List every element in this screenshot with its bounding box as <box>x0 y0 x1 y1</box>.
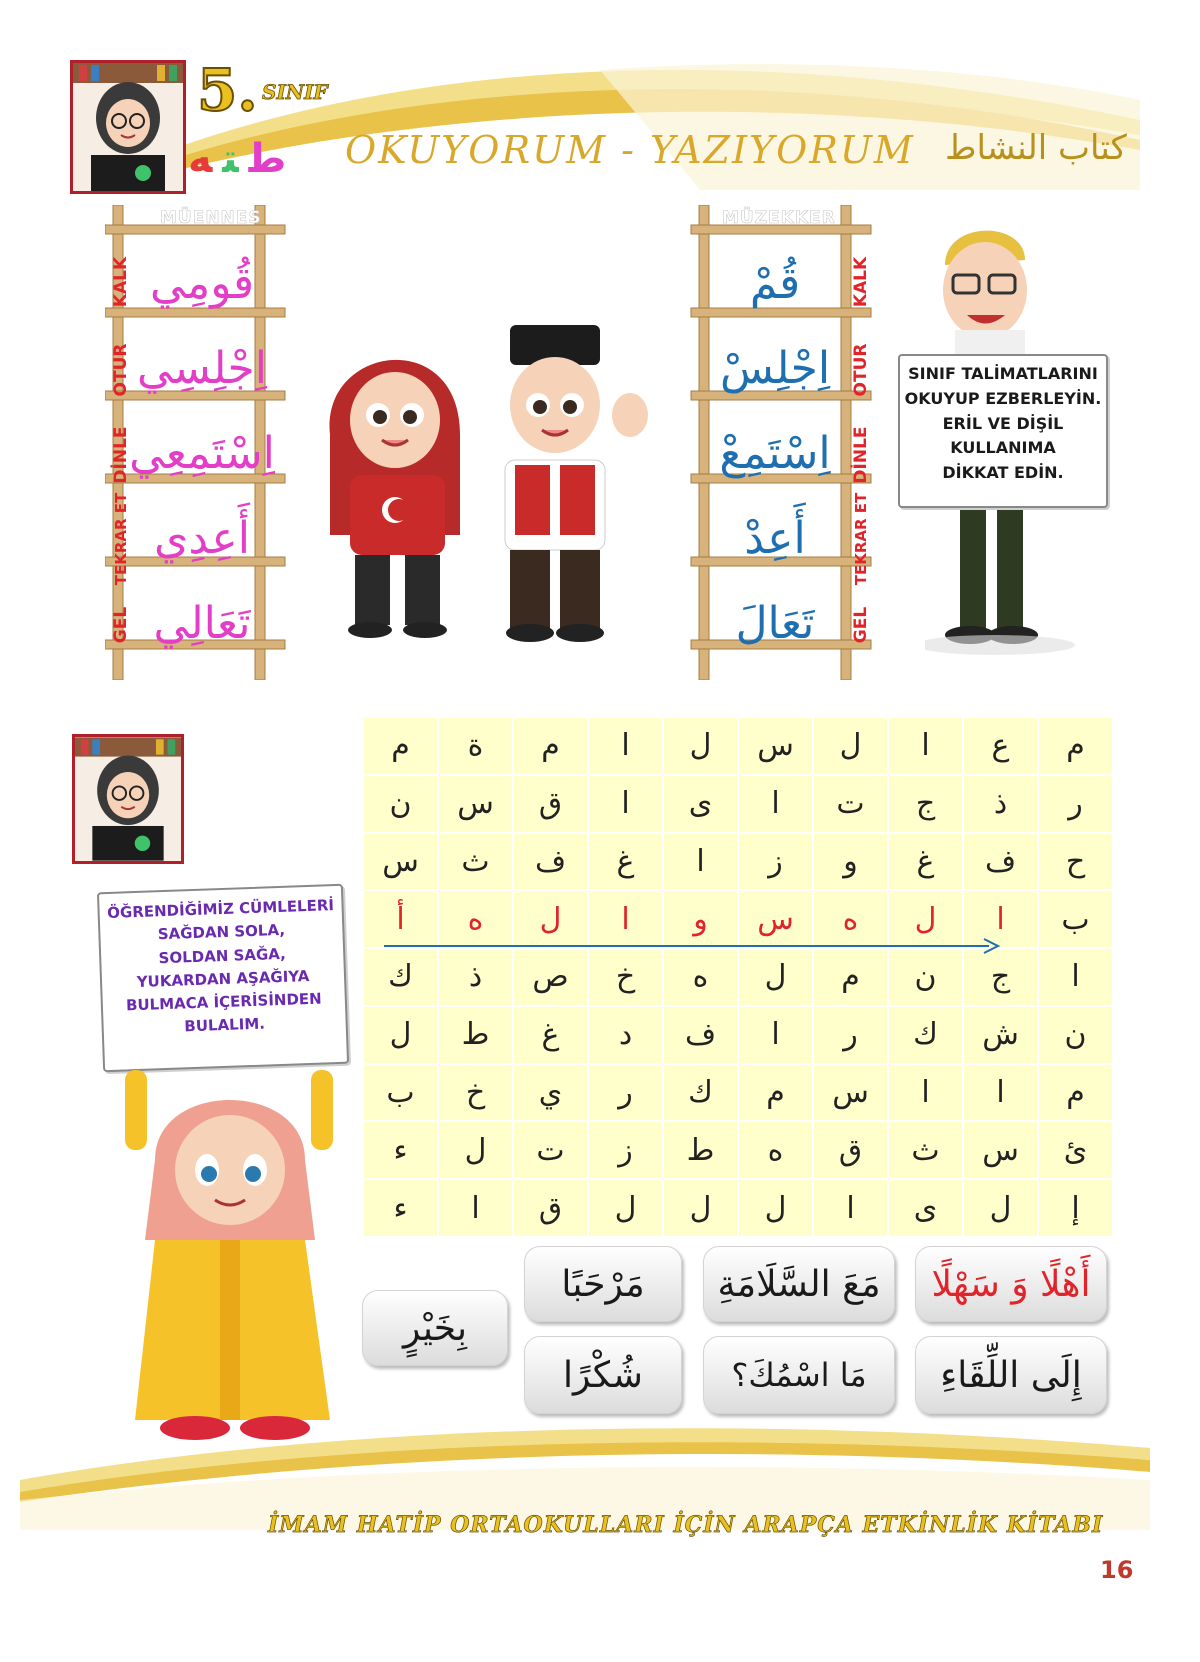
grid-cell[interactable]: ا <box>588 890 663 948</box>
grid-cell[interactable]: ء <box>363 1179 438 1237</box>
grid-cell[interactable]: ي <box>513 1064 588 1122</box>
kids-illustration <box>310 325 670 665</box>
grid-cell[interactable]: ل <box>588 1179 663 1237</box>
masc-word-1: قُمْ <box>749 258 801 309</box>
grid-cell[interactable]: ل <box>738 1179 813 1237</box>
masc-word-5: تَعَالَ <box>735 598 815 649</box>
grid-cell[interactable]: س <box>438 775 513 833</box>
grid-cell[interactable]: م <box>813 948 888 1006</box>
grid-cell[interactable]: ا <box>738 775 813 833</box>
sign-line: BULALIM. <box>184 1014 266 1036</box>
grid-cell[interactable]: ه <box>663 948 738 1006</box>
sign-line: YUKARDAN AŞAĞIYA <box>136 966 310 991</box>
grid-cell[interactable]: ن <box>888 948 963 1006</box>
sign-line: DİKKAT EDİN. <box>942 463 1064 483</box>
grid-cell[interactable]: ا <box>813 1179 888 1237</box>
grid-cell[interactable]: ز <box>738 833 813 891</box>
grid-cell[interactable]: ا <box>738 1006 813 1064</box>
grade-number: 5. <box>197 56 258 124</box>
masc-label-1: KALK <box>851 256 871 308</box>
grid-cell[interactable]: ء <box>363 1121 438 1179</box>
phrase-ila-liqaa[interactable]: إِلَى اللِّقَاءِ <box>915 1336 1107 1414</box>
grid-row <box>363 1006 1113 1064</box>
phrase-ma-ismuka[interactable]: مَا اسْمُكَ؟ <box>703 1336 895 1414</box>
grid-cell[interactable]: ل <box>663 717 738 775</box>
page-title: OKUYORUM - YAZIYORUM <box>345 128 915 172</box>
sign-line: SAĞDAN SOLA, <box>157 921 286 944</box>
grid-row <box>363 948 1113 1006</box>
grid-cell[interactable]: ث <box>438 833 513 891</box>
masc-label-3: DİNLE <box>851 426 871 484</box>
fem-word-2: اِجْلِسِي <box>137 343 267 394</box>
sign-line: BULMACA İÇERİSİNDEN <box>125 989 322 1015</box>
grid-cell[interactable]: غ <box>513 1006 588 1064</box>
direction-arrow <box>384 936 1004 956</box>
grid-cell[interactable]: ه <box>738 1121 813 1179</box>
masc-word-4: أَعِدْ <box>744 513 806 564</box>
grid-row <box>363 1064 1113 1122</box>
grid-cell[interactable]: ق <box>513 1179 588 1237</box>
sign-line: OKUYUP EZBERLEYİN. <box>904 388 1102 408</box>
masc-word-2: اِجْلِسْ <box>719 343 831 394</box>
sign-line: SOLDAN SAĞA, <box>158 944 287 967</box>
masc-word-3: اِسْتَمِعْ <box>719 428 831 479</box>
grid-cell[interactable]: ص <box>513 948 588 1006</box>
grid-cell[interactable]: ك <box>888 1006 963 1064</box>
grid-cell[interactable]: ت <box>813 775 888 833</box>
grid-cell[interactable]: س <box>738 890 813 948</box>
teacher-avatar <box>70 60 186 194</box>
phrase-ahlan-wa-sahlan[interactable]: أَهْلًا وَ سَهْلًا <box>915 1246 1107 1322</box>
grid-cell[interactable]: ا <box>888 717 963 775</box>
grid-cell[interactable]: ا <box>588 775 663 833</box>
footer-book-title: İMAM HATİP ORTAOKULLARI İÇİN ARAPÇA ETKİNLİK KİTABI <box>268 1512 1104 1538</box>
grid-cell[interactable]: ب <box>1038 890 1113 948</box>
masc-label-2: OTUR <box>851 343 871 397</box>
masc-label-5: GEL <box>851 606 871 644</box>
grid-cell[interactable]: ق <box>813 1121 888 1179</box>
grid-cell[interactable]: ا <box>438 1179 513 1237</box>
grid-cell[interactable]: ت <box>513 1121 588 1179</box>
word-search-grid <box>362 716 1114 1238</box>
grid-cell[interactable]: ك <box>663 1064 738 1122</box>
fem-label-5: GEL <box>111 606 131 644</box>
grid-cell[interactable]: ا <box>588 717 663 775</box>
grid-cell[interactable]: س <box>963 1121 1038 1179</box>
sign-line: ÖĞRENDİĞİMİZ CÜMLELERİ <box>106 896 335 922</box>
grid-cell[interactable]: ل <box>888 890 963 948</box>
phrase-bikhair[interactable]: بِخَيْرٍ <box>362 1290 508 1366</box>
grid-cell[interactable]: ل <box>813 717 888 775</box>
phrase-maa-salama[interactable]: مَعَ السَّلَامَةِ <box>703 1246 895 1322</box>
phrase-shukran[interactable]: شُكْرًا <box>524 1336 682 1414</box>
book-title-arabic: كتاب النشاط <box>945 128 1127 168</box>
grid-cell[interactable]: ع <box>963 717 1038 775</box>
grid-row <box>363 833 1113 891</box>
grid-cell[interactable]: ق <box>513 775 588 833</box>
header-letter: ت <box>222 136 239 182</box>
grid-cell[interactable]: ر <box>1038 775 1113 833</box>
masc-label-4: TEKRAR ET <box>852 492 870 586</box>
grid-cell[interactable]: ح <box>1038 833 1113 891</box>
grid-cell[interactable]: ب <box>363 1064 438 1122</box>
grid-cell[interactable]: ث <box>888 1121 963 1179</box>
grid-row <box>363 717 1113 775</box>
grid-cell[interactable]: س <box>813 1064 888 1122</box>
sign-line: ERİL VE DİŞİL <box>942 413 1064 433</box>
ladder-heading-feminine: MÜENNES <box>160 208 262 228</box>
grid-cell[interactable]: ش <box>963 1006 1038 1064</box>
grid-cell[interactable]: م <box>1038 717 1113 775</box>
word-search-table <box>362 716 1114 1238</box>
grid-cell[interactable]: ل <box>363 1006 438 1064</box>
grid-cell[interactable]: ا <box>1038 948 1113 1006</box>
grid-cell[interactable]: غ <box>888 833 963 891</box>
grid-cell[interactable]: خ <box>588 948 663 1006</box>
grid-cell[interactable]: م <box>363 717 438 775</box>
grid-cell[interactable]: ف <box>663 1006 738 1064</box>
grid-cell[interactable]: ئ <box>1038 1121 1113 1179</box>
grid-cell[interactable]: م <box>1038 1064 1113 1122</box>
grid-cell[interactable]: د <box>588 1006 663 1064</box>
header-letter: ه <box>188 136 213 182</box>
fem-label-2: OTUR <box>111 343 131 397</box>
grid-cell[interactable]: م <box>738 1064 813 1122</box>
grid-cell[interactable]: ى <box>888 1179 963 1237</box>
grid-cell[interactable]: ه <box>813 890 888 948</box>
girl-illustration <box>115 1060 355 1460</box>
grid-cell[interactable]: ف <box>963 833 1038 891</box>
fem-label-4: TEKRAR ET <box>112 492 130 586</box>
grid-cell[interactable]: ذ <box>963 775 1038 833</box>
grid-cell[interactable]: ة <box>438 717 513 775</box>
grid-row <box>363 1179 1113 1237</box>
grid-cell[interactable]: ا <box>663 833 738 891</box>
grid-cell[interactable]: ل <box>738 948 813 1006</box>
teacher-avatar-small <box>72 734 184 864</box>
grid-cell[interactable]: ن <box>363 775 438 833</box>
grade-word: SINIF <box>262 80 328 104</box>
grid-cell[interactable]: م <box>513 717 588 775</box>
header-letter: ط <box>248 136 287 182</box>
teacher-instruction-sign <box>898 354 1108 508</box>
grid-cell[interactable]: س <box>363 833 438 891</box>
grid-cell[interactable]: ل <box>963 1179 1038 1237</box>
grid-cell[interactable]: أ <box>363 890 438 948</box>
grid-row <box>363 775 1113 833</box>
grid-cell[interactable]: ج <box>963 948 1038 1006</box>
grid-cell[interactable]: ك <box>363 948 438 1006</box>
grid-cell[interactable]: و <box>813 833 888 891</box>
fem-word-1: قُومِي <box>149 258 254 309</box>
grid-cell[interactable]: س <box>738 717 813 775</box>
page-number: 16 <box>1100 1556 1134 1584</box>
sign-line: KULLANIMA <box>950 438 1056 458</box>
girl-instruction-sign <box>97 884 349 1072</box>
grid-cell[interactable]: ه <box>438 890 513 948</box>
grid-cell[interactable]: ل <box>438 1121 513 1179</box>
grid-cell[interactable]: خ <box>438 1064 513 1122</box>
letters-row <box>188 136 296 182</box>
fem-word-4: أَعِدِي <box>153 513 250 564</box>
grid-cell[interactable]: ل <box>513 890 588 948</box>
grid-cell[interactable]: ن <box>1038 1006 1113 1064</box>
grid-cell[interactable]: ا <box>963 890 1038 948</box>
grid-cell[interactable]: ل <box>663 1179 738 1237</box>
grid-cell[interactable]: ى <box>663 775 738 833</box>
grid-cell[interactable]: ر <box>588 1064 663 1122</box>
fem-label-1: KALK <box>111 256 131 308</box>
grid-cell[interactable]: ا <box>963 1064 1038 1122</box>
grid-cell[interactable]: ذ <box>438 948 513 1006</box>
grid-cell[interactable]: ز <box>588 1121 663 1179</box>
grid-cell[interactable]: إ <box>1038 1179 1113 1237</box>
grid-cell[interactable]: ر <box>813 1006 888 1064</box>
fem-word-3: اِسْتَمِعِي <box>129 428 275 479</box>
fem-word-5: تَعَالِي <box>153 598 251 649</box>
grid-cell[interactable]: ف <box>513 833 588 891</box>
grid-cell[interactable]: غ <box>588 833 663 891</box>
grid-cell[interactable]: و <box>663 890 738 948</box>
grid-cell[interactable]: ا <box>888 1064 963 1122</box>
grid-cell[interactable]: ط <box>663 1121 738 1179</box>
grid-cell[interactable]: ط <box>438 1006 513 1064</box>
grid-cell[interactable]: ج <box>888 775 963 833</box>
fem-label-3: DİNLE <box>111 426 131 484</box>
phrase-marhaban[interactable]: مَرْحَبًا <box>524 1246 682 1322</box>
grid-row <box>363 1121 1113 1179</box>
ladder-heading-masculine: MÜZEKKER <box>722 208 836 228</box>
sign-line: SINIF TALİMATLARINI <box>908 364 1098 383</box>
